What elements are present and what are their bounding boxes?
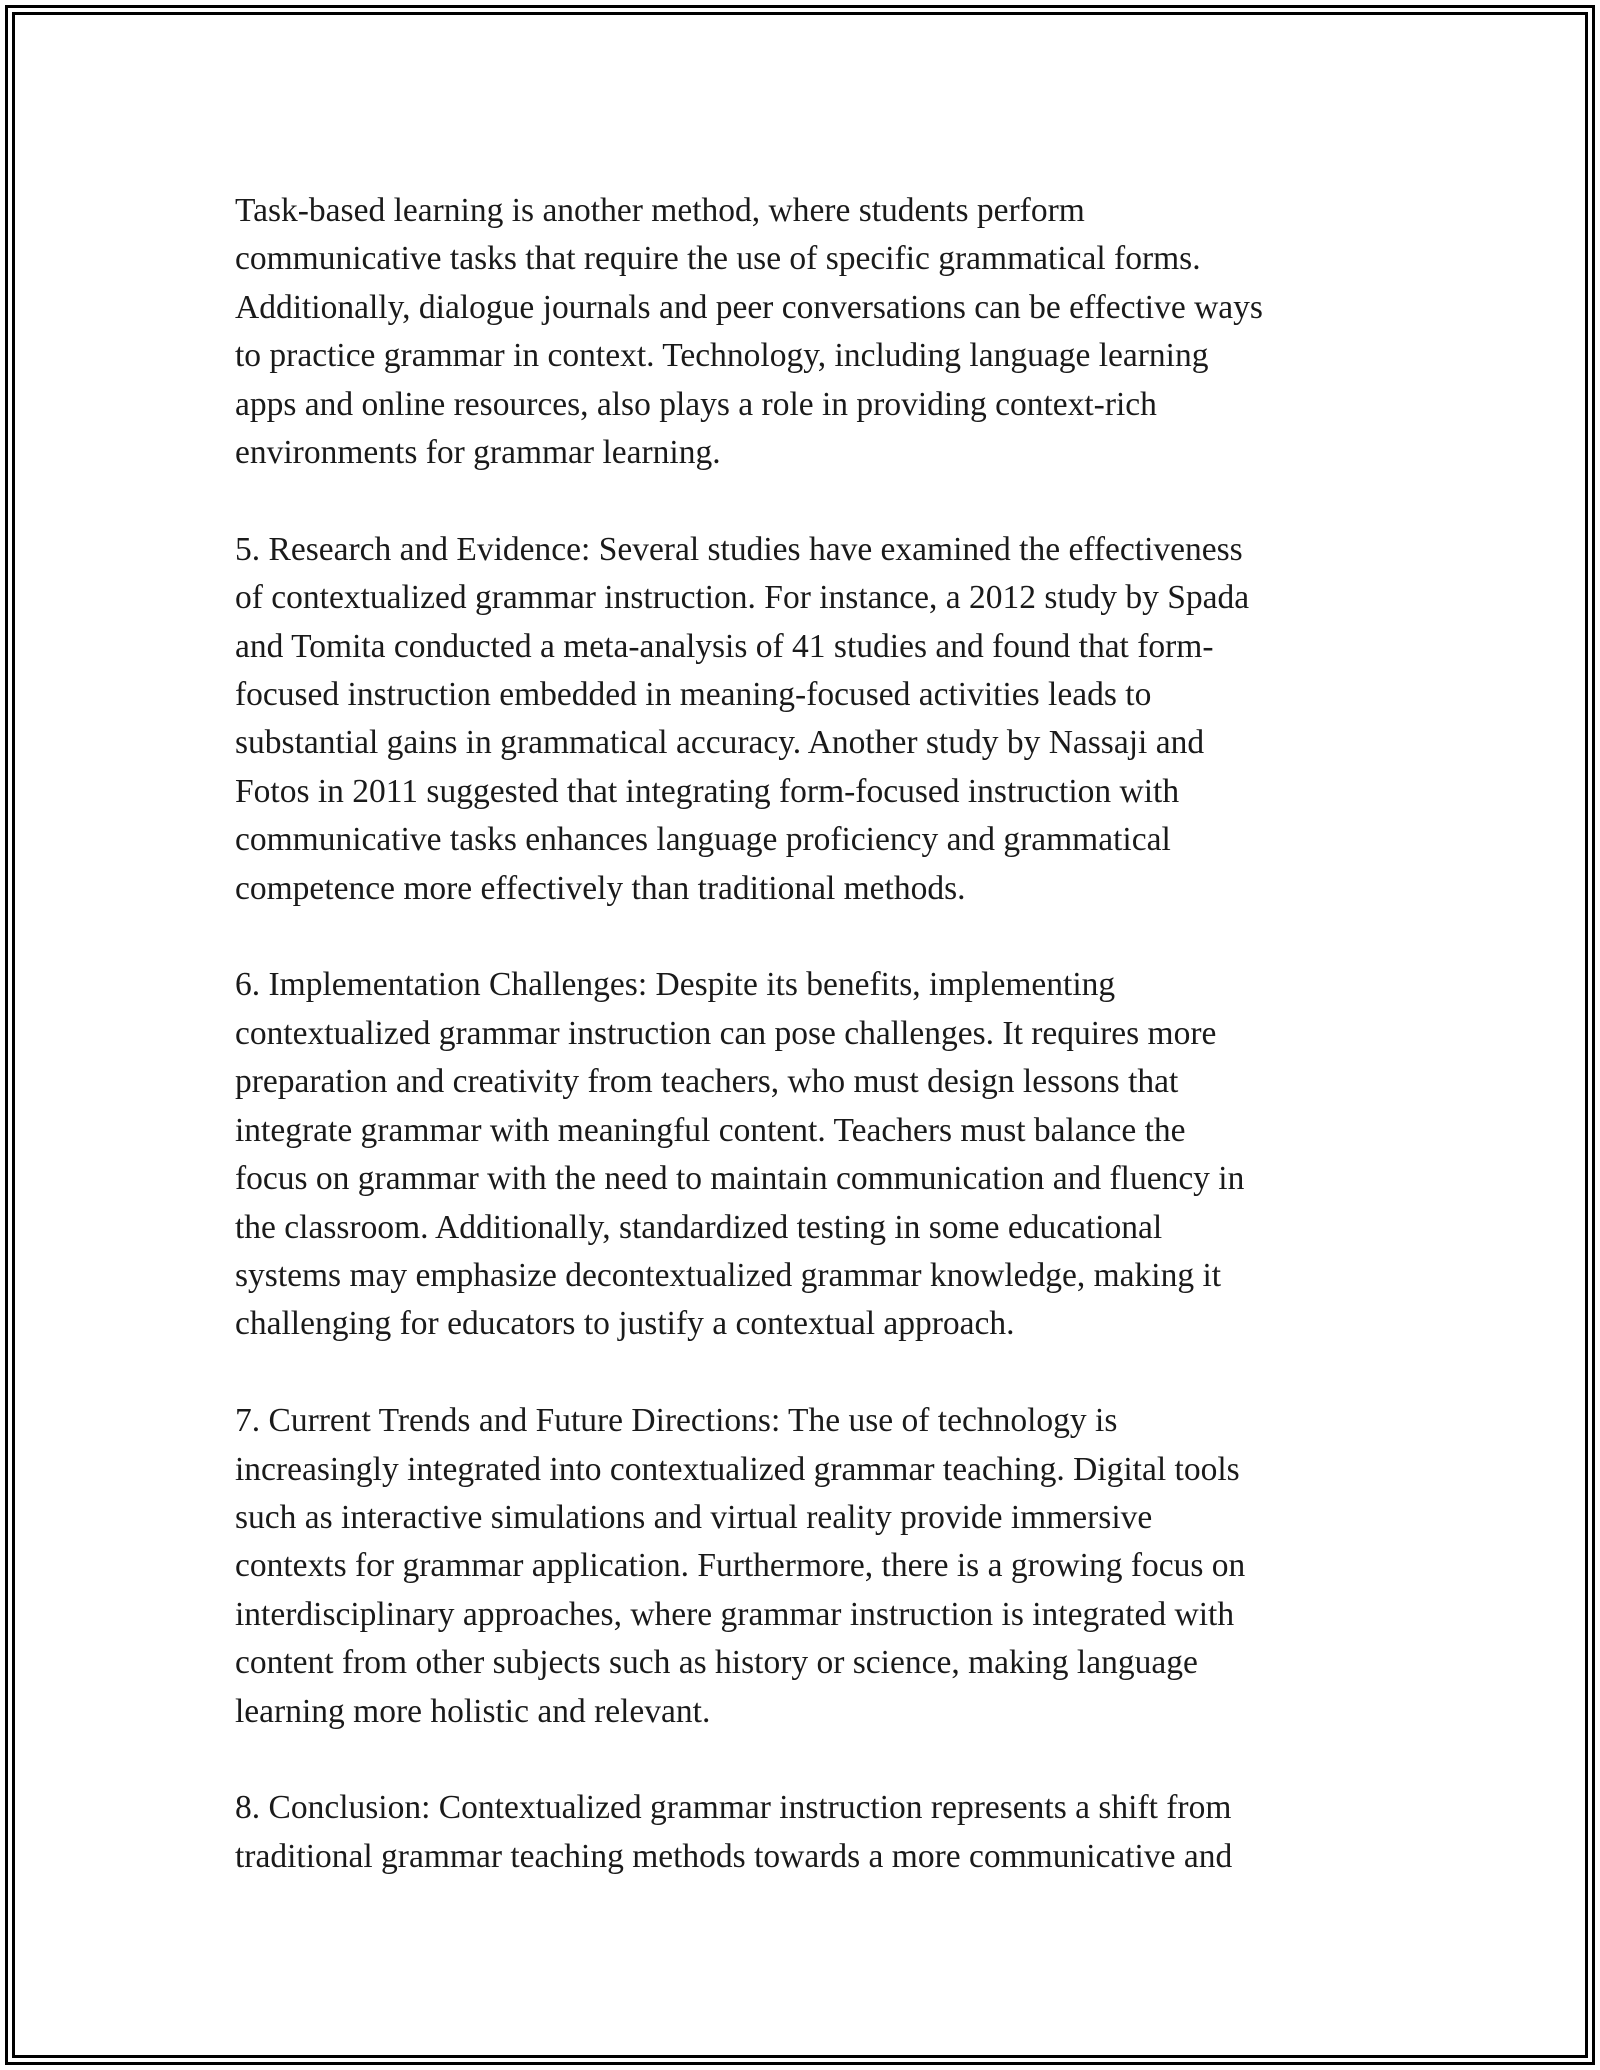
text-line: 8. Conclusion: Contextualized grammar instruction represents a shift from <box>235 1789 1232 1827</box>
text-line: 5. Research and Evidence: Several studies have examined the effectiveness <box>235 530 1243 568</box>
paragraph-implementation-challenges <box>235 961 1395 1348</box>
text-line: interdisciplinary approaches, where grammar instruction is integrated with <box>235 1595 1235 1633</box>
paragraph-conclusion <box>235 1784 1395 1881</box>
text-line: Fotos in 2011 suggested that integrating form-focused instruction with <box>235 772 1180 810</box>
text-line: integrate grammar with meaningful content. Teachers must balance the <box>235 1111 1186 1149</box>
text-line: of contextualized grammar instruction. For instance, a 2012 study by Spada <box>235 579 1250 617</box>
text-line: and Tomita conducted a meta-analysis of 41 studies and found that form- <box>235 627 1214 665</box>
document-body <box>235 187 1395 1930</box>
text-line: traditional grammar teaching methods towards a more communicative and <box>235 1837 1233 1875</box>
text-line: learning more holistic and relevant. <box>235 1692 711 1730</box>
text-line: 7. Current Trends and Future Directions: The use of technology is <box>235 1402 1118 1440</box>
text-line: apps and online resources, also plays a role in providing context-rich <box>235 385 1157 423</box>
text-line: to practice grammar in context. Technology, including language learning <box>235 337 1209 375</box>
text-line: substantial gains in grammatical accuracy. Another study by Nassaji and <box>235 724 1205 762</box>
text-line: focused instruction embedded in meaning-focused activities leads to <box>235 676 1152 714</box>
text-line: preparation and creativity from teachers, who must design lessons that <box>235 1063 1179 1101</box>
text-line: Task-based learning is another method, where students perform <box>235 192 1085 229</box>
text-line: Additionally, dialogue journals and peer conversations can be effective ways <box>235 288 1263 326</box>
text-line: communicative tasks enhances language proficiency and grammatical <box>235 821 1171 859</box>
text-line: communicative tasks that require the use of specific grammatical forms. <box>235 240 1201 278</box>
text-line: 6. Implementation Challenges: Despite its benefits, implementing <box>235 966 1116 1004</box>
text-line: contextualized grammar instruction can pose challenges. It requires more <box>235 1014 1217 1052</box>
text-line: systems may emphasize decontextualized grammar knowledge, making it <box>235 1256 1222 1294</box>
text-line: challenging for educators to justify a contextual approach. <box>235 1305 1015 1343</box>
paragraph-current-trends <box>235 1397 1395 1736</box>
text-line: such as interactive simulations and virtual reality provide immersive <box>235 1498 1153 1536</box>
paragraph-research-and-evidence <box>235 526 1395 913</box>
text-line: increasingly integrated into contextualized grammar teaching. Digital tools <box>235 1450 1240 1488</box>
text-line: competence more effectively than traditional methods. <box>235 869 966 907</box>
text-line: focus on grammar with the need to maintain communication and fluency in <box>235 1160 1245 1198</box>
paragraph-task-based-learning <box>235 187 1395 477</box>
text-line: content from other subjects such as history or science, making language <box>235 1644 1198 1682</box>
text-line: contexts for grammar application. Furthermore, there is a growing focus on <box>235 1547 1246 1585</box>
text-line: the classroom. Additionally, standardized testing in some educational <box>235 1208 1163 1246</box>
text-line: environments for grammar learning. <box>235 434 721 472</box>
